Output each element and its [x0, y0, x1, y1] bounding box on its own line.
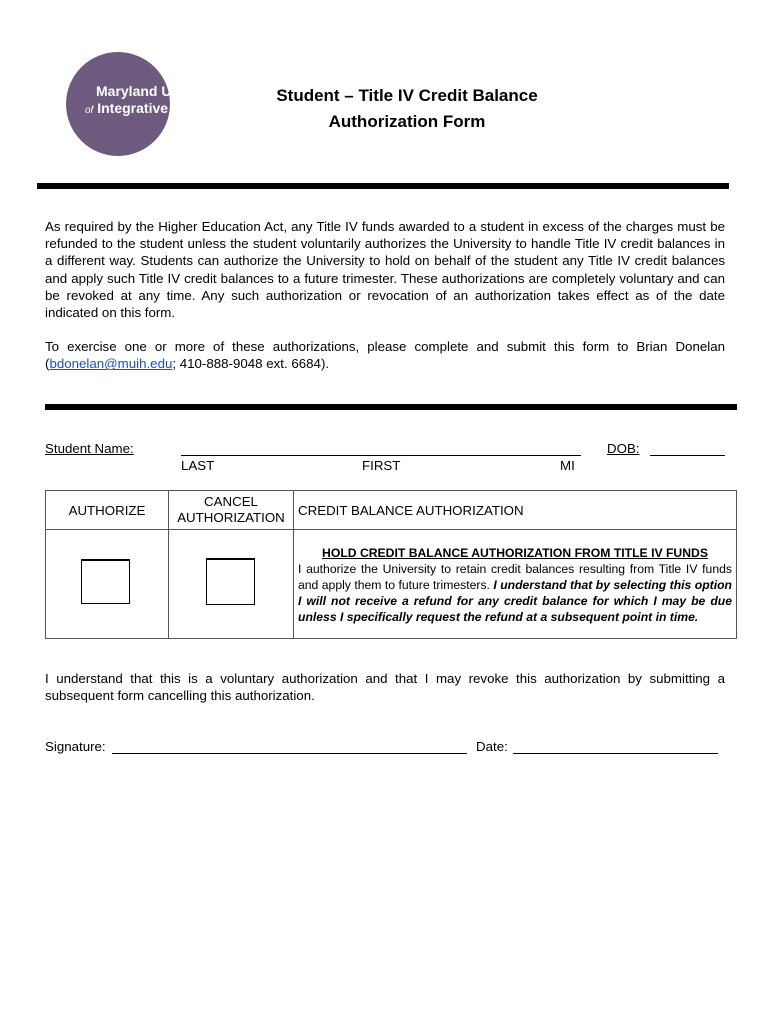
hold-description-cell [294, 530, 737, 639]
cancel-header [169, 491, 294, 530]
date-label: Date: [476, 739, 508, 754]
student-name-field[interactable] [181, 455, 581, 456]
hold-heading: HOLD CREDIT BALANCE AUTHORIZATION FROM TITLE IV FUNDS [322, 546, 708, 560]
authorization-table [45, 490, 737, 639]
hold-text: I authorize the University to retain credit balances resulting from Title IV funds and apply them to future trimesters. [298, 562, 732, 592]
logo-word-maryland: Maryland [96, 83, 158, 99]
authorize-header: AUTHORIZE [46, 491, 169, 530]
page-title-line-1: Student – Title IV Credit Balance [276, 86, 538, 105]
hold-option-row [46, 530, 737, 639]
hold-emphasis: I understand that by selecting this option I will not receive a refund for any credit balance for which I may be due unless I specifically request the refund at a subsequent point in time. [298, 578, 732, 624]
cancel-cell [169, 530, 294, 639]
understand-paragraph: I understand that this is a voluntary authorization and that I may revoke this authorization by submitting a subsequent form cancelling this authorization. [45, 671, 725, 704]
last-name-label: LAST [181, 458, 215, 473]
logo-word-university: University [161, 83, 230, 99]
cancel-header-line-1: CANCEL [204, 494, 258, 509]
exercise-text-suffix: ; 410-888-9048 ext. 6684). [172, 356, 330, 372]
dob-label: DOB: [607, 441, 640, 456]
logo-word-of: of [85, 105, 94, 116]
authorize-checkbox[interactable] [81, 559, 130, 604]
middle-initial-label: MI [560, 458, 575, 473]
dob-field[interactable] [650, 455, 725, 456]
middle-divider [45, 404, 737, 410]
signature-label: Signature: [45, 739, 106, 754]
credit-header: CREDIT BALANCE AUTHORIZATION [294, 491, 737, 530]
student-name-label: Student Name: [45, 441, 134, 456]
cancel-checkbox[interactable] [206, 558, 255, 605]
signature-field[interactable] [112, 753, 467, 754]
email-link[interactable]: bdonelan@muih.edu [49, 356, 173, 372]
logo-word-health: Health [171, 100, 215, 116]
top-divider [37, 183, 729, 189]
first-name-label: FIRST [362, 458, 401, 473]
authorize-cell [46, 530, 169, 639]
exercise-paragraph [45, 338, 725, 372]
exercise-text-prefix: To exercise one or more of these authorizations, please complete and submit this form to Brian Donelan ( [45, 339, 725, 372]
page-title-line-2: Authorization Form [328, 112, 486, 131]
table-header-row [46, 491, 737, 530]
logo-word-integrative: Integrative [97, 100, 169, 116]
date-field[interactable] [513, 753, 718, 754]
intro-paragraph: As required by the Higher Education Act, any Title IV funds awarded to a student in excess of the charges must be refunded to the student unless the student voluntarily authorizes the University to handle Title IV credit balances in a different way. Students can authorize the University to hold on behalf of the student any Title IV credit balances and apply such Title IV credit balances to a future trimester. These authorizations are completely voluntary and can be revoked at any time. Any such authorization or revocation of an authorization takes effect as of the date indicated on this form. [45, 219, 725, 321]
cancel-header-line-2: AUTHORIZATION [177, 510, 285, 525]
